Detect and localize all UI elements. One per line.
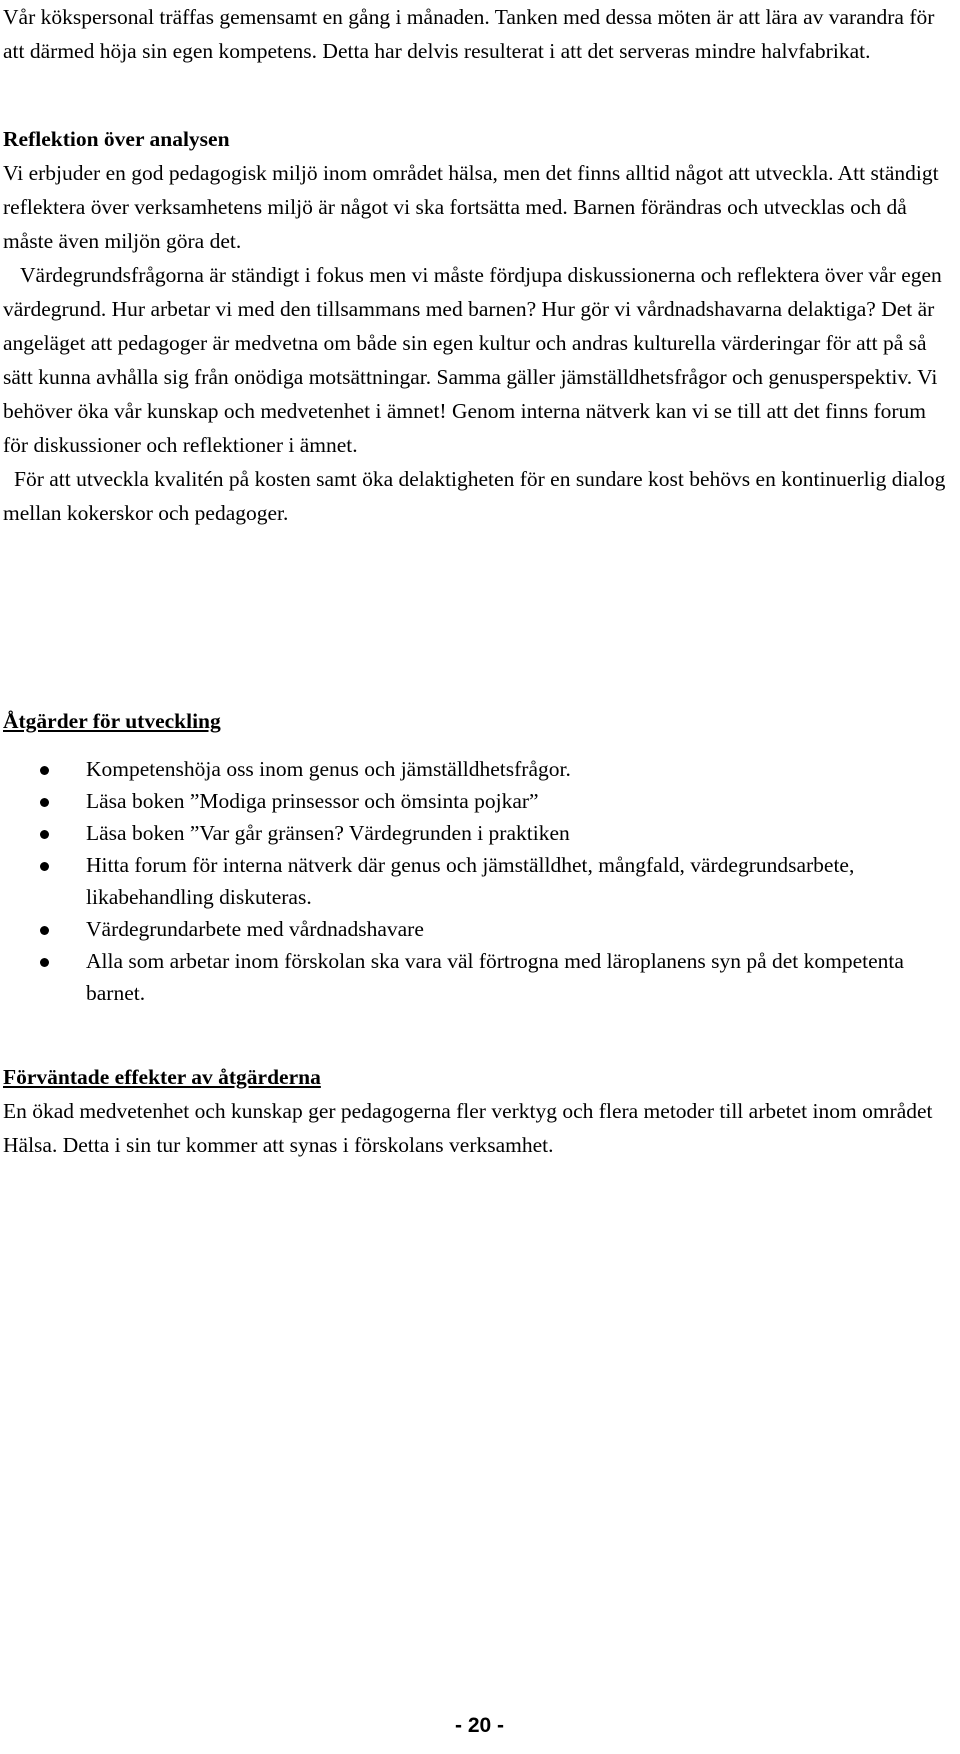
- list-item-text: Läsa boken ”Modiga prinsessor och ömsinta pojkar”: [86, 789, 539, 813]
- bullet-icon: [40, 926, 49, 935]
- list-item-text: Alla som arbetar inom förskolan ska vara väl förtrogna med läroplanens syn på det kompetenta barnet.: [86, 949, 904, 1005]
- intro-paragraph: Vår kökspersonal träffas gemensamt en gång i månaden. Tanken med dessa möten är att lära av varandra för att därmed höja sin egen kompetens. Detta har delvis resulterat i att det serveras mindre halvfabrikat.: [3, 5, 935, 63]
- list-item: [3, 849, 953, 913]
- page-number: - 20 -: [455, 1714, 505, 1737]
- effects-heading: Förväntade effekter av åtgärderna: [3, 1065, 321, 1089]
- reflection-paragraph-2: Värdegrundsfrågorna är ständigt i fokus men vi måste fördjupa diskussionerna och reflektera över vår egen värdegrund. Hur arbetar vi med den tillsammans med barnen? Hur gör vi vårdnadshavarna delaktiga? Det är angeläget att pedagoger är medvetna om både sin egen kultur och andras kulturella värderingar för att på så sätt kunna avhålla sig från onödiga motsättningar. Samma gäller jämställdhetsfrågor och genusperspektiv. Vi behöver öka vår kunskap och medvetenhet i ämnet! Genom interna nätverk kan vi se till att det finns forum för diskussioner och reflektioner i ämnet.: [3, 263, 942, 457]
- reflection-paragraph-3: För att utveckla kvalitén på kosten samt öka delaktigheten för en sundare kost behövs en kontinuerlig dialog mellan kokerskor och pedagoger.: [3, 467, 946, 525]
- list-item: [3, 913, 953, 945]
- reflection-section: [3, 122, 953, 530]
- list-item-text: Läsa boken ”Var går gränsen? Värdegrunden i praktiken: [86, 821, 570, 845]
- list-item-text: Kompetenshöja oss inom genus och jämställdhetsfrågor.: [86, 757, 571, 781]
- list-item-text: Hitta forum för interna nätverk där genus och jämställdhet, mångfald, värdegrundsarbete, likabehandling diskuteras.: [86, 853, 855, 909]
- reflection-paragraph-1: Vi erbjuder en god pedagogisk miljö inom området hälsa, men det finns alltid något att utveckla. Att ständigt reflektera över verksamhetens miljö är något vi ska fortsätta med. Barnen förändras och utvecklas och då måste även miljön göra det.: [3, 161, 939, 253]
- list-item: [3, 785, 953, 817]
- list-item-text: Värdegrundarbete med vårdnadshavare: [86, 917, 424, 941]
- bullet-icon: [40, 862, 49, 871]
- bullet-icon: [40, 766, 49, 775]
- list-item: [3, 945, 953, 1009]
- actions-section: [3, 704, 953, 1009]
- effects-paragraph: En ökad medvetenhet och kunskap ger pedagogerna fler verktyg och flera metoder till arbetet inom området Hälsa. Detta i sin tur kommer att synas i förskolans verksamhet.: [3, 1099, 933, 1157]
- actions-heading: Åtgärder för utveckling: [3, 709, 221, 733]
- bullet-icon: [40, 830, 49, 839]
- reflection-heading: Reflektion över analysen: [3, 127, 230, 151]
- bullet-icon: [40, 798, 49, 807]
- list-item: [3, 817, 953, 849]
- actions-list: [3, 753, 953, 1009]
- list-item: [3, 753, 953, 785]
- effects-section: [3, 1060, 953, 1162]
- bullet-icon: [40, 958, 49, 967]
